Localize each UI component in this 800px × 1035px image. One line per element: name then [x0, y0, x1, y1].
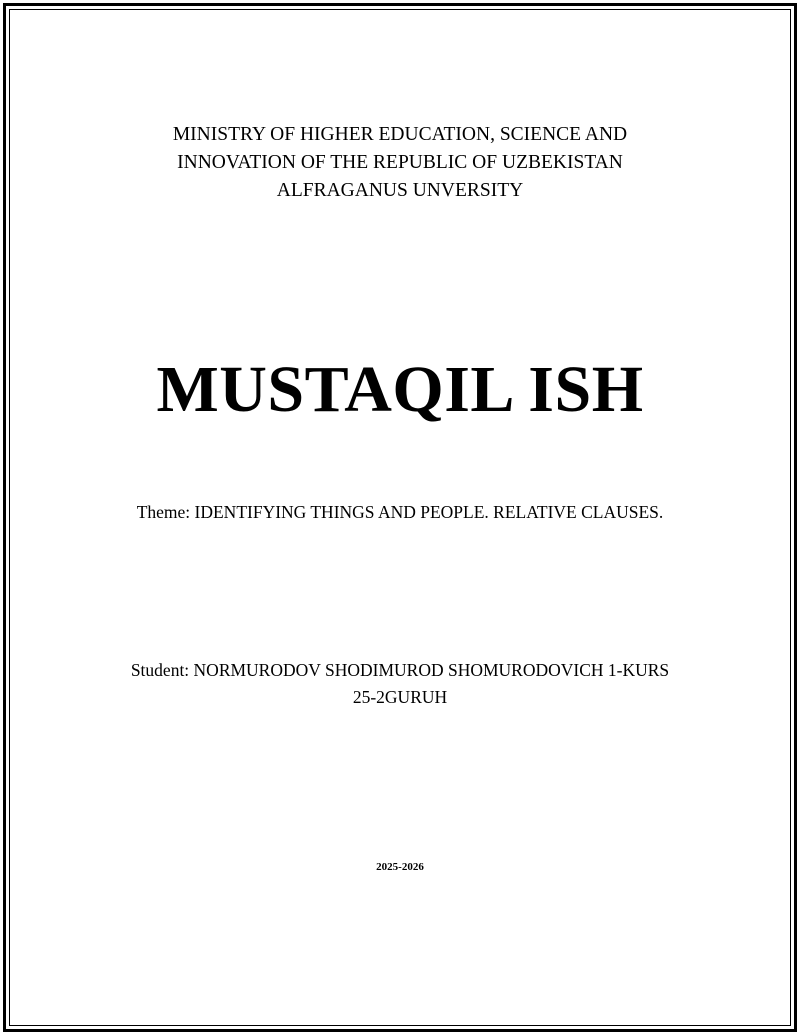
academic-year: 2025-2026: [376, 861, 424, 873]
institution-header: [0, 121, 800, 205]
student-line-2: 25-2GURUH: [352, 687, 448, 707]
header-line-3: ALFRAGANUS UNVERSITY: [276, 180, 524, 201]
theme-line: Theme: IDENTIFYING THINGS AND PEOPLE. RELATIVE CLAUSES.: [136, 502, 664, 522]
header-line-2: INNOVATION OF THE REPUBLIC OF UZBEKISTAN: [177, 152, 623, 173]
student-info: [0, 657, 800, 711]
student-line-1: Student: NORMURODOV SHODIMUROD SHOMURODOVICH 1-KURS: [130, 660, 670, 680]
header-line-1: MINISTRY OF HIGHER EDUCATION, SCIENCE AND: [172, 124, 628, 145]
document-title: MUSTAQIL ISH: [156, 353, 644, 426]
